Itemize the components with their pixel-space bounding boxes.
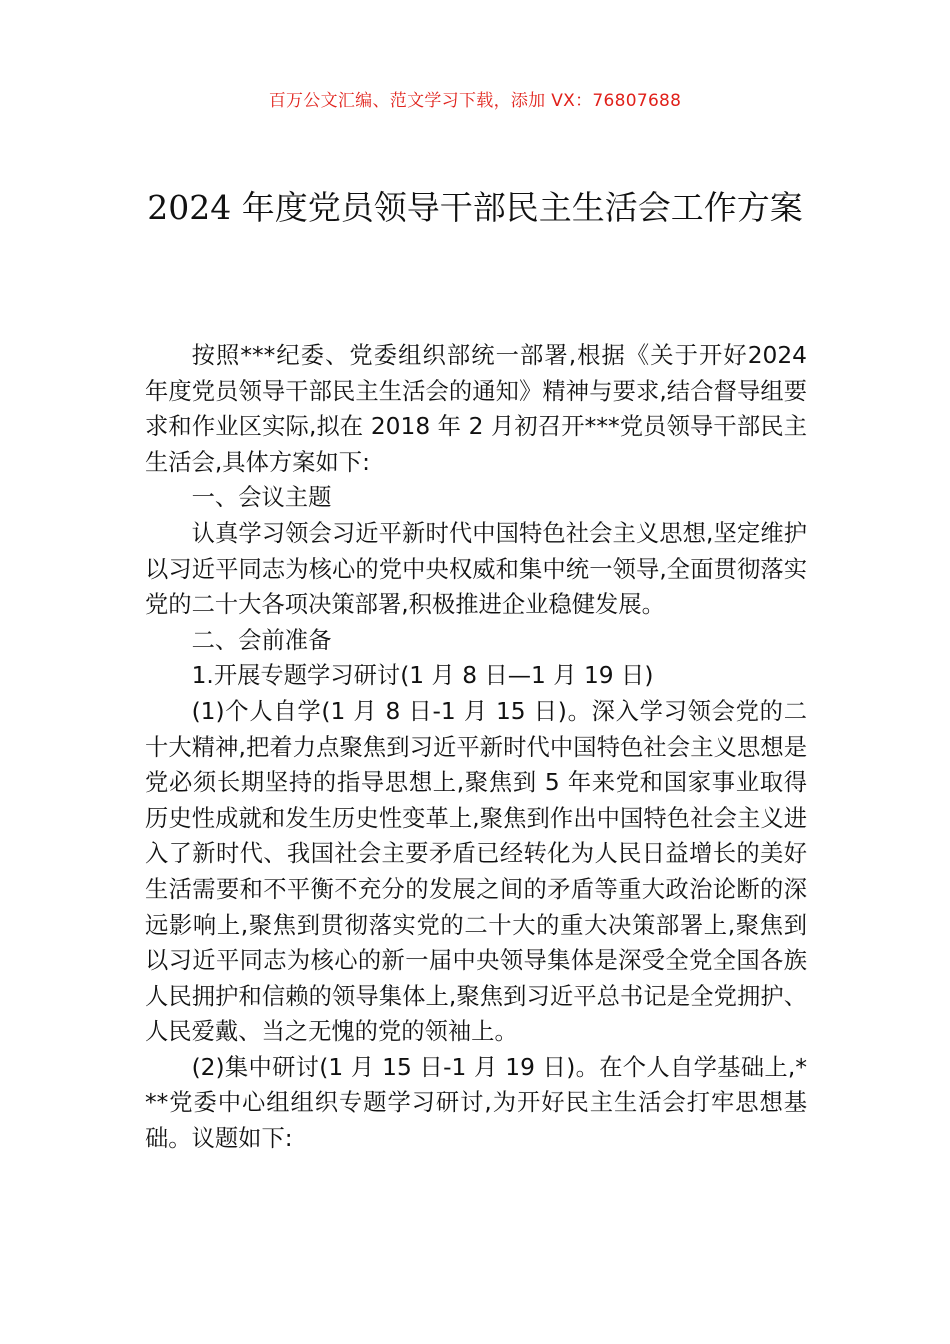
document-title: 2024 年度党员领导干部民主生活会工作方案 — [147, 188, 803, 227]
paragraph-intro: 按照***纪委、党委组织部统一部署,根据《关于开好2024 年度党员领导干部民主生活会的通知》精神与要求,结合督导组要求和作业区实际,拟在 2018 年 2 月初召开***党员领导干部民主生活会,具体方案如下: — [145, 342, 807, 476]
paragraph-self-study: (1)个人自学(1 月 8 日-1 月 15 日)。深入学习领会党的二十大精神,把着力点聚焦到习近平新时代中国特色社会主义思想是党必须长期坚持的指导思想上,聚焦到 5 年来党和国家事业取得历史性成就和发生历史性变革上,聚焦到作出中国特色社会主义进入了新时代、我国社会主要矛盾已经转化为人民日益增长的美好生活需要和不平衡不充分的发展之间的矛盾等重大政治论断的深远影响上,聚焦到贯彻落实党的二十大的重大决策部署上,聚焦到以习近平同志为核心的新一届中央领导集体是深受全党全国各族人民拥护和信赖的领导集体上,聚焦到习近平总书记是全党拥护、人民爱戴、当之无愧的党的领袖上。 — [145, 697, 807, 1046]
section-heading-meeting-theme: 一、会议主题 — [191, 484, 332, 512]
subheading-study: 1.开展专题学习研讨(1 月 8 日—1 月 19 日) — [191, 662, 654, 690]
header-note: 百万公文汇编、范文学习下载，添加 VX：76807688 — [268, 91, 682, 111]
document-body — [145, 338, 807, 1157]
paragraph-meeting-theme: 认真学习领会习近平新时代中国特色社会主义思想,坚定维护以习近平同志为核心的党中央权威和集中统一领导,全面贯彻落实党的二十大各项决策部署,积极推进企业稳健发展。 — [145, 519, 807, 619]
section-heading-preparation: 二、会前准备 — [191, 626, 332, 654]
paragraph-group-discussion: (2)集中研讨(1 月 15 日-1 月 19 日)。在个人自学基础上,***党委中心组组织专题学习研讨,为开好民主生活会打牢思想基础。议题如下: — [145, 1053, 807, 1153]
